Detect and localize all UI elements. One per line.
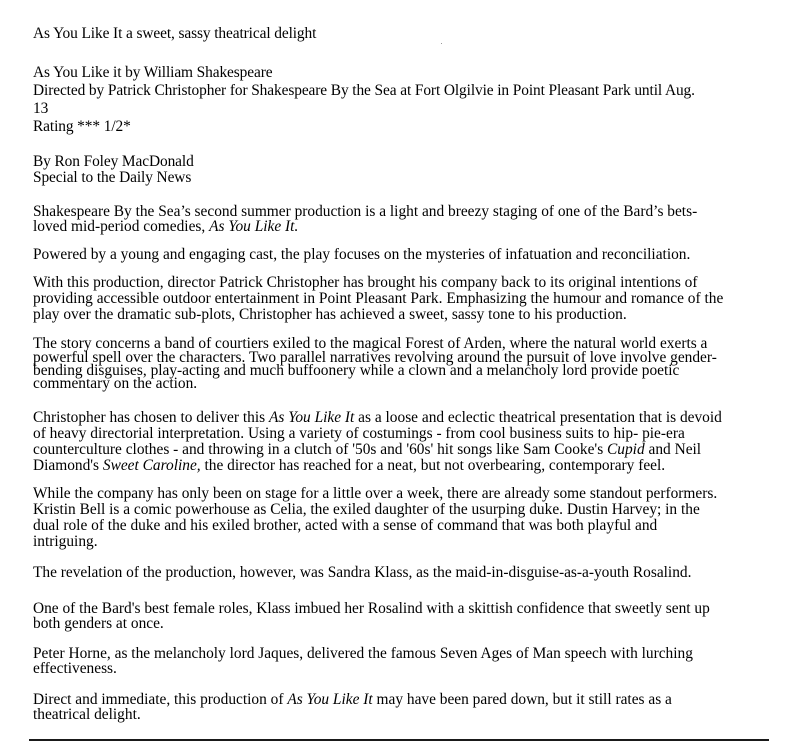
text-run: may have been pared down, but it still rates as a [372, 691, 672, 708]
paragraph-line: theatrical delight. [33, 706, 141, 723]
text-run: Direct and immediate, this production of [33, 691, 288, 708]
text-run: Diamond's [33, 457, 103, 474]
paragraph-3 [33, 275, 768, 323]
paragraph-line: The revelation of the production, however, was Sandra Klass, as the maid-in-disguise-as-a-youth Rosalind. [33, 564, 692, 581]
directed-by-date: 13 [33, 100, 49, 117]
song-title-italic: Sweet Caroline, [102, 457, 201, 474]
rating: Rating *** 1/2* [33, 118, 131, 135]
paragraph-7 [33, 565, 768, 580]
paragraph-1 [33, 204, 768, 234]
paragraph-2 [33, 247, 768, 262]
paragraph-line: commentary on the action. [33, 375, 198, 392]
text-run: as a loose and eclectic theatrical presentation that is devoid [354, 409, 722, 426]
paragraph-line: dual role of the duke and his exiled brother, acted with a sense of command that was both playful and [33, 517, 658, 534]
paragraph-line [33, 692, 768, 707]
byline-outlet: Special to the Daily News [33, 169, 192, 186]
paragraph-10 [33, 692, 768, 722]
text-run: loved mid-period comedies, [33, 218, 210, 235]
paragraph-line: providing accessible outdoor entertainment in Point Pleasant Park. Emphasizing the humour and romance of the [33, 290, 724, 307]
paragraph-line: effectiveness. [33, 660, 117, 677]
paragraph-line: Kristin Bell is a comic powerhouse as Celia, the exiled daughter of the usurping duke. Dustin Harvey; in the [33, 501, 700, 518]
paragraph-8 [33, 601, 768, 631]
play-title-italic: As You Like It. [209, 218, 299, 235]
play-title-italic: As You Like It [287, 691, 373, 708]
paragraph-5 [33, 410, 768, 474]
paragraph-line: powerful spell over the characters. Two parallel narratives revolving around the pursuit of love involve gender- [33, 349, 717, 366]
paragraph-line: One of the Bard's best female roles, Klass imbued her Rosalind with a skittish confidence that sweetly sent up [33, 600, 710, 617]
text-run: and Neil [644, 441, 702, 458]
directed-by-line: Directed by Patrick Christopher for Shakespeare By the Sea at Fort Olgilvie in Point Pleasant Park until Aug. [33, 82, 695, 99]
paragraph-line: While the company has only been on stage for a little over a week, there are already some standout performers. [33, 485, 718, 502]
paragraph-line [33, 219, 768, 234]
text-run: counterculture clothes - and throwing in a clutch of '50s and '60s' hit songs like Sam Cooke's [33, 441, 608, 458]
paragraph-6 [33, 486, 768, 550]
paragraph-9 [33, 646, 768, 676]
byline-author: By Ron Foley MacDonald [33, 153, 194, 170]
scan-speck [441, 43, 442, 44]
paragraph-line: Peter Horne, as the melancholy lord Jaques, delivered the famous Seven Ages of Man speech with lurching [33, 645, 693, 662]
play-credit: As You Like it by William Shakespeare [33, 64, 273, 81]
text-run: the director has reached for a neat, but not overbearing, contemporary feel. [200, 457, 666, 474]
paragraph-line: With this production, director Patrick Christopher has brought his company back to its original intentions of [33, 274, 698, 291]
paragraph-line: Shakespeare By the Sea’s second summer production is a light and breezy staging of one of the Bard’s bets- [33, 203, 698, 220]
paragraph-line: play over the dramatic sub-plots, Christopher has achieved a sweet, sassy tone to his production. [33, 306, 627, 323]
article-title: As You Like It a sweet, sassy theatrical delight [33, 25, 317, 42]
paragraph-line [33, 458, 768, 474]
paragraph-line: intriguing. [33, 533, 98, 550]
paragraph-line: Powered by a young and engaging cast, the play focuses on the mysteries of infatuation and reconciliation. [33, 246, 691, 263]
paragraph-line: of heavy directorial interpretation. Using a variety of costumings - from cool business suits to hip- pie-era [33, 425, 685, 442]
horizontal-rule [29, 739, 769, 741]
paragraph-line: The story concerns a band of courtiers exiled to the magical Forest of Arden, where the natural world exerts a [33, 335, 708, 352]
paragraph-line: both genders at once. [33, 615, 164, 632]
text-run: Christopher has chosen to deliver this [33, 409, 269, 426]
play-title-italic: As You Like It [268, 409, 355, 426]
song-title-italic: Cupid [607, 441, 645, 458]
paragraph-4 [33, 336, 768, 390]
paragraph-line [33, 442, 768, 458]
paragraph-line: bending disguises, play-acting and much buffoonery while a clown and a melancholy lord provide poetic [33, 362, 680, 379]
paragraph-line [33, 410, 768, 426]
